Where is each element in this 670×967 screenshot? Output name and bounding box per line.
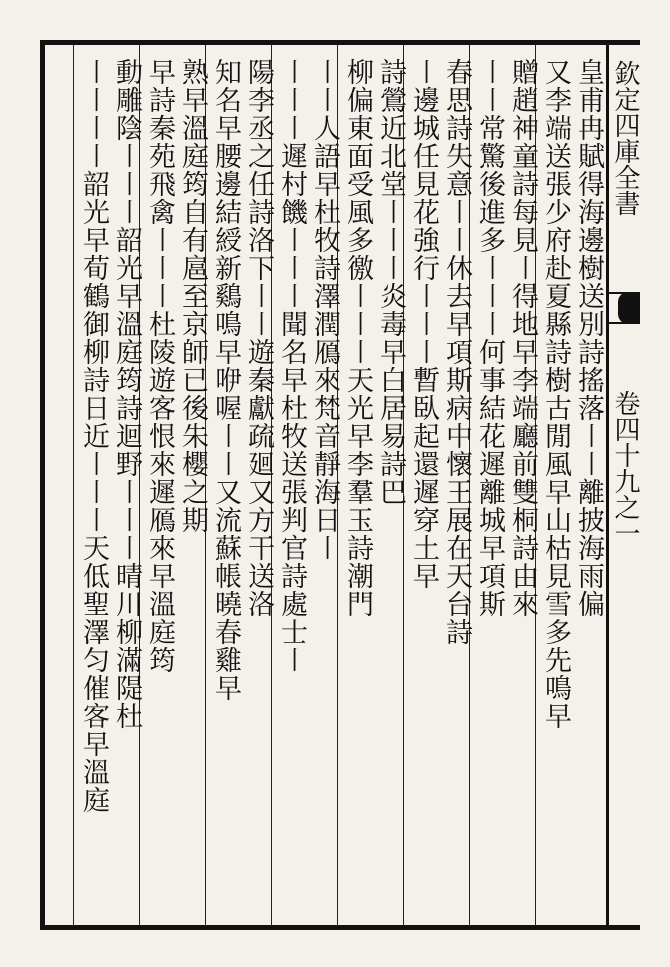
text-column: 知名早腰邊結綬新鷄鳴早咿喔〡〡又流蘇帳曉春雞早 [210,58,241,702]
text-column: 柳偏東面受風多徼〡〡〡天光早李羣玉詩潮門 [342,58,373,618]
text-column: 熟早溫庭筠自有扈至京師已後朱櫻之期 [177,58,208,534]
column-rule [73,45,74,925]
text-column: 詩鶯近北堂〡〡〡炎毒早白居易詩巴 [375,58,406,506]
text-column: 動雕陰〡〡〡韶光早溫庭筠詩迴野〡〡〡晴川柳滿隄杜 [111,58,142,730]
text-column: 〡〡〡〡韶光早荀鶴御柳詩日近〡〡〡天低聖澤匀催客早溫庭 [78,58,109,814]
text-column: 皇甫冉賦得海邊樹送別詩搖落〡〡離披海雨偏 [573,58,604,618]
text-column: 〡〡常驚後進多〡〡〡何事結花遲離城早項斯 [474,58,505,618]
text-column: 贈趙神童詩每見〡得地早李端廳前雙桐詩由來 [507,58,538,618]
fishtail-line-bottom [606,322,640,324]
volume-label: 卷四十九之一 [610,390,640,546]
text-column: 早詩秦苑飛禽〡〡〡杜陵遊客恨來遲鴈來早溫庭筠 [144,58,175,674]
fishtail-mark [618,292,640,324]
text-column: 又李端送張少府赴夏縣詩樹古閒風早山枯見雪多先鳴早 [540,58,571,730]
text-column: 〡邊城任見花強行〡〡〡暫臥起還遲穿土早 [408,58,439,590]
fishtail-line-top [606,292,640,294]
text-column: 陽李丞之任詩洛下〡〡遊秦獻疏廻又方干送洛 [243,58,274,618]
text-column: 〡〡人語早杜牧詩澤潤鴈來梵音靜海日〡 [309,58,340,562]
book-title: 欽定四庫全書 [610,60,640,216]
text-column: 〡〡〡遲村饑〡〡〡聞名早杜牧送張判官詩處士〡 [276,58,307,674]
text-column: 春思詩失意〡〡休去早項斯病中懷王展在天台詩 [441,58,472,646]
